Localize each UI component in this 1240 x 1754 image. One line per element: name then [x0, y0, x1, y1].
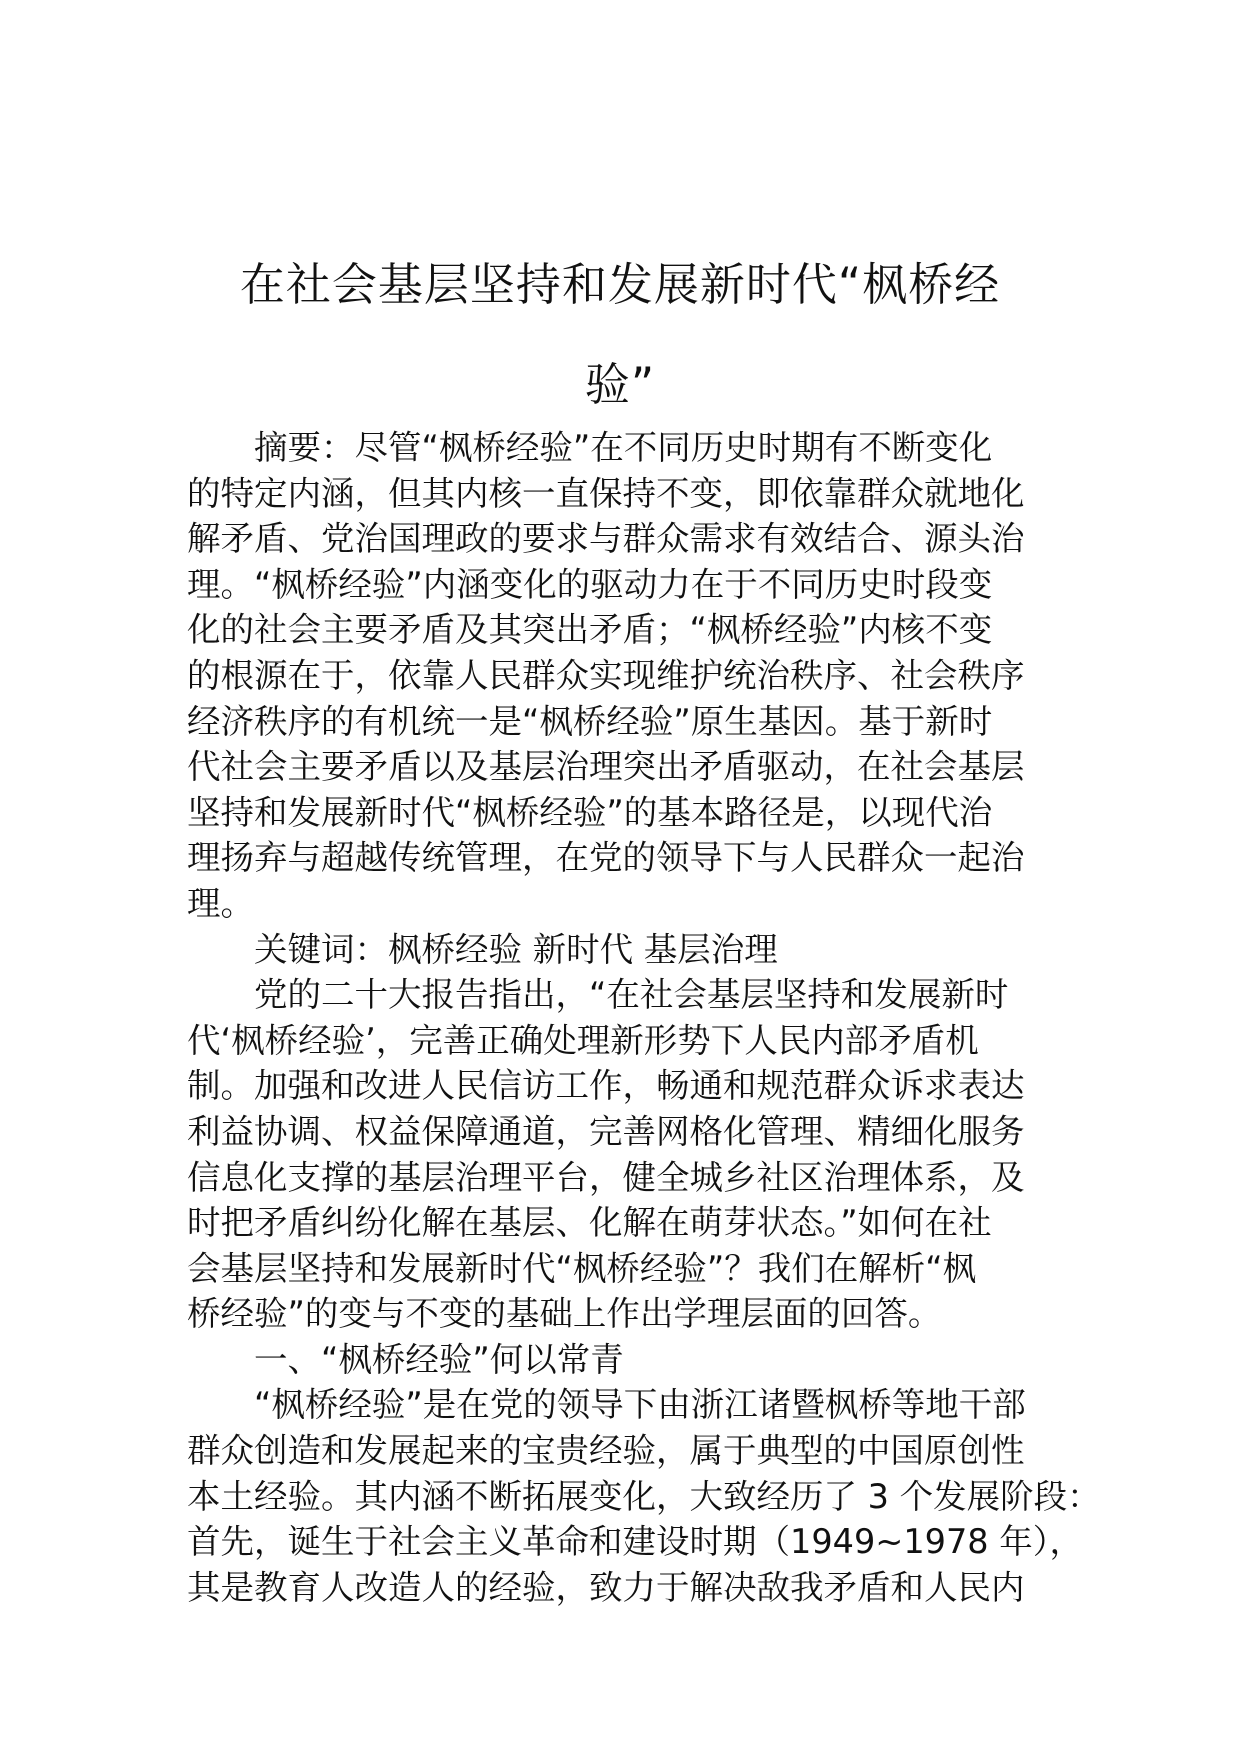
abstract-line: 的根源在于，依靠人民群众实现维护统治秩序、社会秩序	[187, 655, 1025, 695]
paragraph-line: 代‘枫桥经验’，完善正确处理新形势下人民内部矛盾机	[187, 1020, 979, 1060]
abstract-line: 坚持和发展新时代“枫桥经验”的基本路径是，以现代治	[187, 792, 993, 832]
document-title	[190, 235, 1050, 435]
abstract-line: 的特定内涵，但其内核一直保持不变，即依靠群众就地化	[187, 473, 1025, 513]
paragraph-line: 首先，诞生于社会主义革命和建设时期（1949~1978 年），	[187, 1522, 1083, 1562]
paragraph-line: 信息化支撑的基层治理平台，健全城乡社区治理体系，及	[187, 1157, 1025, 1197]
abstract-line: 理扬弃与超越传统管理，在党的领导下与人民群众一起治	[187, 838, 1025, 878]
section-heading: 一、“枫桥经验”何以常青	[254, 1339, 624, 1379]
abstract-line: 解矛盾、党治国理政的要求与群众需求有效结合、源头治	[187, 519, 1025, 559]
abstract-line: 化的社会主要矛盾及其突出矛盾；“枫桥经验”内核不变	[187, 610, 993, 650]
document-body	[187, 425, 1101, 1610]
paragraph-line: 党的二十大报告指出，“在社会基层坚持和发展新时	[254, 975, 1009, 1015]
paragraph-line: 会基层坚持和发展新时代“枫桥经验”？我们在解析“枫	[187, 1248, 977, 1288]
abstract-line: 理。“枫桥经验”内涵变化的驱动力在于不同历史时段变	[187, 564, 993, 604]
paragraph-line: “枫桥经验”是在党的领导下由浙江诸暨枫桥等地干部	[254, 1385, 1026, 1425]
keywords-line: 关键词：枫桥经验 新时代 基层治理	[254, 929, 778, 969]
paragraph-line: 时把矛盾纠纷化解在基层、化解在萌芽状态。”如何在社	[187, 1203, 992, 1243]
abstract-line: 摘要：尽管“枫桥经验”在不同历史时期有不断变化	[254, 428, 993, 467]
paragraph-line: 群众创造和发展起来的宝贵经验，属于典型的中国原创性	[187, 1431, 1025, 1471]
title-line-1: 在社会基层坚持和发展新时代“枫桥经	[239, 258, 1001, 312]
abstract-line: 代社会主要矛盾以及基层治理突出矛盾驱动，在社会基层	[187, 747, 1025, 787]
paragraph-line: 利益协调、权益保障通道，完善网格化管理、精细化服务	[187, 1111, 1025, 1151]
paragraph-line: 其是教育人改造人的经验，致力于解决敌我矛盾和人民内	[187, 1567, 1025, 1607]
paragraph-line: 本土经验。其内涵不断拓展变化，大致经历了 3 个发展阶段：	[187, 1476, 1101, 1516]
title-line-2: 验”	[584, 358, 656, 412]
abstract-line: 经济秩序的有机统一是“枫桥经验”原生基因。基于新时	[187, 701, 993, 741]
paragraph-line: 桥经验”的变与不变的基础上作出学理层面的回答。	[187, 1294, 942, 1334]
paragraph-line: 制。加强和改进人民信访工作，畅通和规范群众诉求表达	[187, 1066, 1025, 1106]
abstract-line: 理。	[187, 883, 254, 923]
